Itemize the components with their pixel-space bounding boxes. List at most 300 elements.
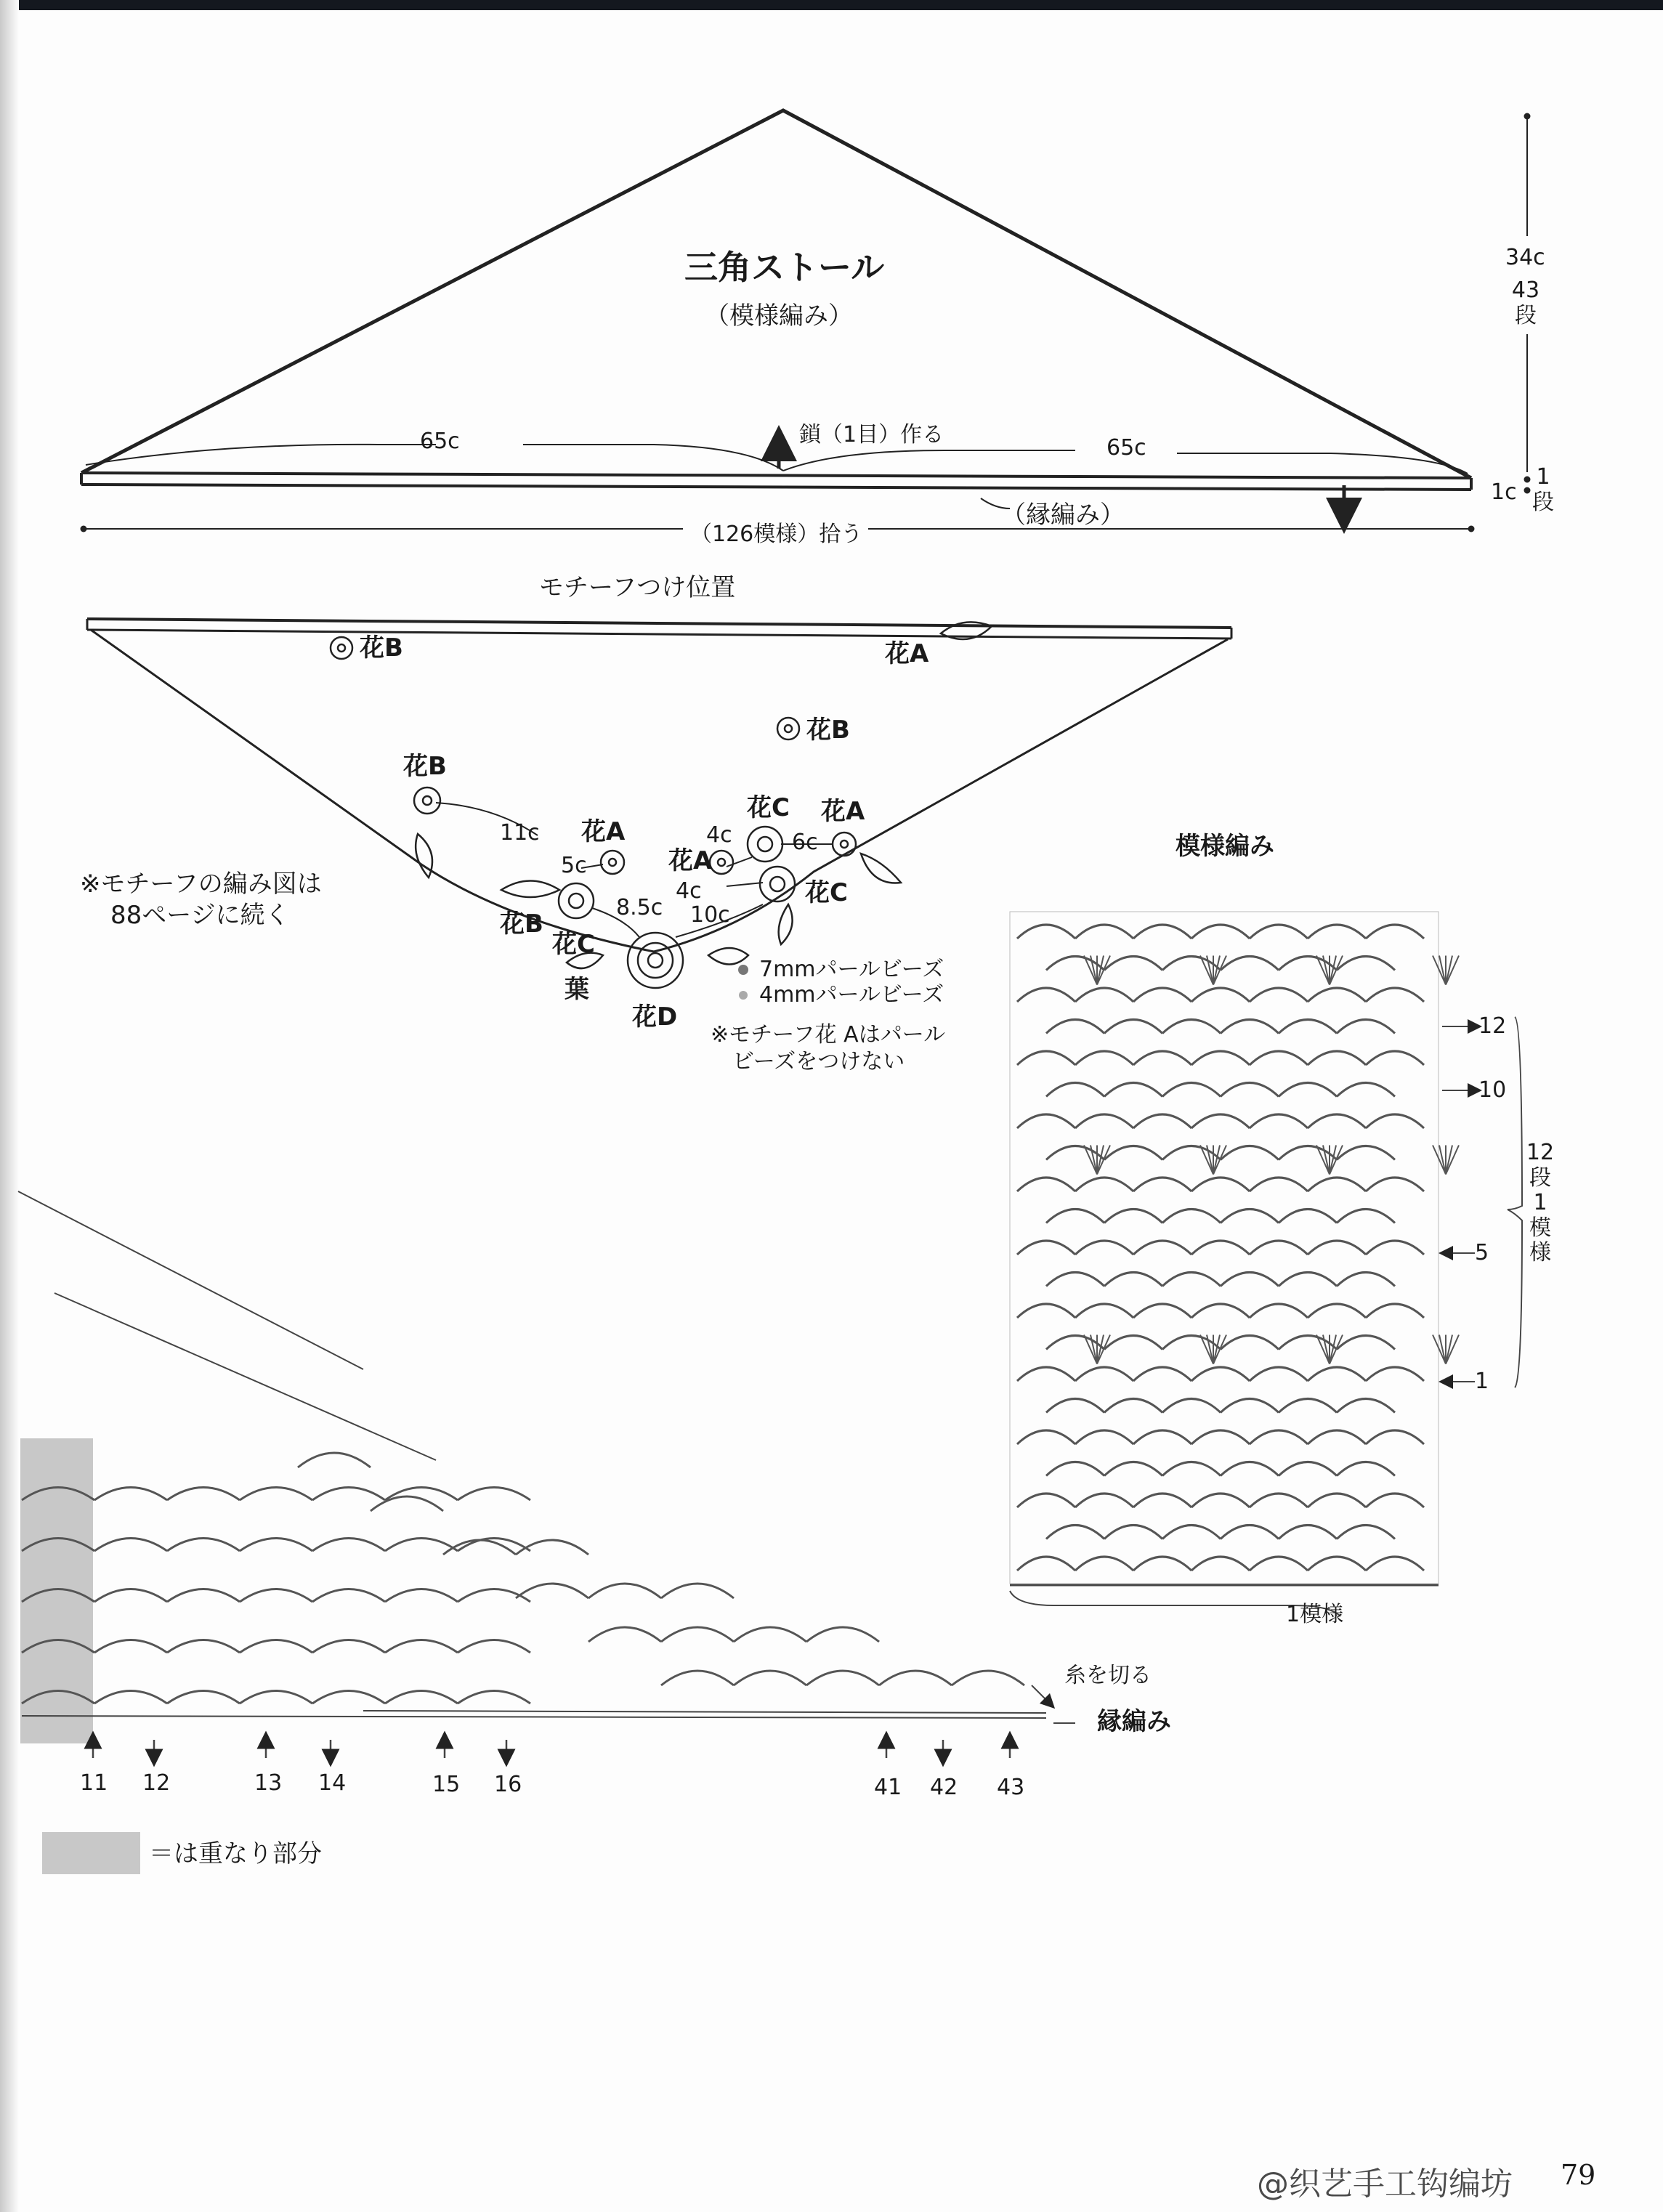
edging-arc [661,1627,734,1642]
chart-note-line2: 88ページに続く [110,901,290,930]
edging-arc [661,1584,734,1598]
stitch-arc [1075,1241,1133,1255]
stitch-arc [1191,988,1250,1002]
fan-stitch [1330,1146,1343,1175]
flower-label: 花A [668,846,713,875]
stitch-arc [1133,1051,1191,1065]
stitch-arc [1191,1430,1250,1444]
fan-stitch [1330,1146,1336,1175]
edging-arc [312,1640,385,1653]
stitch-arc [1279,1273,1337,1287]
edging-arc [952,1671,1024,1685]
edging-arc [734,1627,806,1642]
stitch-arc [1279,1083,1337,1097]
fan-stitch [1097,1146,1104,1175]
edging-chart-arcs [22,1453,1024,1703]
row-number: 14 [318,1770,347,1796]
stitch-arc [1162,1020,1221,1034]
stitch-arc [1337,1526,1395,1539]
stitch-arc [1162,1146,1221,1160]
edging-arc [94,1488,167,1501]
edging-arc [167,1539,240,1552]
row-number: 16 [494,1772,522,1797]
height-rows-number: 43 [1511,277,1540,303]
row-number: 43 [997,1775,1025,1800]
border-line [81,485,1471,490]
stitch-arc [1366,1304,1424,1318]
fan-stitch [1097,956,1110,985]
pickup-label: （126模様）拾う [690,522,863,547]
stitch-arc [1075,1430,1133,1444]
edging-arc [167,1589,240,1603]
fan-stitch [1330,1335,1343,1364]
row-mark: 5 [1475,1240,1489,1265]
fan-stitch [1323,1335,1330,1364]
bead-4mm-dot [739,991,748,1000]
fan-stitch [1433,1335,1446,1364]
height-rows [1511,278,1540,328]
stitch-arc [1221,1399,1279,1413]
fan-stitch [1213,1335,1220,1364]
stitch-arc [1046,1273,1104,1287]
stitch-arc [1075,1051,1133,1065]
triangle-base-line [81,473,1471,478]
stitch-arc [1337,1336,1395,1350]
repeat-count: 1 [1533,1190,1547,1215]
edging-arc [167,1640,240,1653]
stitch-chart-arcs [1017,925,1459,1571]
stitch-arc [1017,988,1075,1002]
stitch-arc [1191,925,1250,939]
legend-swatch [42,1832,140,1874]
distance-label: 6c [792,830,818,855]
fan-stitch [1439,1146,1446,1175]
stitch-arc [1191,1304,1250,1318]
stitch-arc [1250,1430,1308,1444]
edging-label: 縁編み [1097,1707,1171,1736]
stitch-arc [1366,1430,1424,1444]
left-width-label: 65c [420,429,460,454]
stitch-arc [1308,925,1366,939]
flower-label: 花B [403,752,447,781]
stitch-arc [1337,1083,1395,1097]
fan-stitch [1446,1335,1459,1364]
page-number: 79 [1561,2159,1596,2191]
stole-edge-line-1 [18,1191,363,1369]
stitch-arc [1279,1399,1337,1413]
edging-arc [240,1640,312,1653]
row-number: 42 [930,1775,958,1800]
stitch-arc [1046,1083,1104,1097]
stitch-arc [1250,1494,1308,1507]
stitch-arc [1308,1114,1366,1128]
stitch-arc [1221,1083,1279,1097]
stitch-arc [1221,1526,1279,1539]
stitch-arc [1017,1557,1075,1571]
stitch-arc [1308,1367,1366,1381]
stitch-arc [1337,1273,1395,1287]
stitch-arc [1191,1494,1250,1507]
stitch-chart [1010,912,1522,1616]
stitch-arc [1308,1178,1366,1191]
stitch-arc [1046,1146,1104,1160]
edging-arc [240,1488,312,1501]
stitch-arc [1104,1336,1162,1350]
stitch-arc [1133,1178,1191,1191]
stitch-arc [1366,1241,1424,1255]
stitch-arc [1250,1557,1308,1571]
stitch-arc [1133,1241,1191,1255]
stitch-arc [1017,1367,1075,1381]
right-width-label: 65c [1106,435,1146,461]
stitch-arc [1221,1210,1279,1223]
stitch-arc [1366,988,1424,1002]
stitch-arc [1075,1178,1133,1191]
fan-stitch [1446,956,1452,985]
edging-arc [458,1640,530,1653]
fan-stitch [1213,1146,1220,1175]
distance-label: 4c [676,878,702,904]
fan-stitch [1446,956,1459,985]
repeat-word-1: 模 [1529,1215,1551,1241]
edging-arc [94,1640,167,1653]
stitch-arc [1221,1146,1279,1160]
repeat-rows-label [1526,1141,1555,1266]
stitch-arc [1250,1367,1308,1381]
bead-note-line2: ビーズをつけない [732,1049,905,1074]
flower-label: 花B [360,633,403,663]
rows-repeat-brace [1508,1017,1522,1387]
flower-label: 花A [581,817,626,846]
stitch-arc [1075,925,1133,939]
stitch-arc [1133,1430,1191,1444]
row-number: 12 [142,1770,171,1796]
stitch-arc [1075,1304,1133,1318]
stitch-arc [1366,1114,1424,1128]
edging-arc [385,1640,458,1653]
edging-arc [661,1671,734,1685]
stitch-arc [1162,1336,1221,1350]
stitch-arc [1279,1210,1337,1223]
stitch-arc [1221,1273,1279,1287]
start-chain-note: 鎖（1目）作る [799,422,944,447]
distance-label: 8.5c [616,895,663,920]
stitch-arc [1075,1494,1133,1507]
edging-arc [734,1671,806,1685]
right-width-arc [783,450,1075,471]
fan-stitch [1213,1335,1226,1364]
stitch-arc [1250,1241,1308,1255]
stitch-arc [1017,1241,1075,1255]
fan-stitch [1207,956,1213,985]
fan-stitch [1097,956,1104,985]
stitch-arc [1366,1494,1424,1507]
edging-arc [312,1589,385,1603]
stitch-arc [1308,1494,1366,1507]
stitch-arc [1308,1051,1366,1065]
stitch-arc [1162,1399,1221,1413]
stitch-arc [1337,957,1395,971]
stitch-arc [1104,1083,1162,1097]
stitch-arc [1046,1399,1104,1413]
stitch-arc [1075,1557,1133,1571]
bead-4mm-label: 4mmパールビーズ [759,982,944,1008]
repeat-rows-number: 12 [1526,1140,1555,1165]
fan-stitch [1439,956,1446,985]
stitch-arc [1279,1020,1337,1034]
edging-arc [588,1584,661,1598]
stitch-arc [1162,1462,1221,1476]
border-rows-number: 1 [1536,464,1550,490]
repeat-rows-unit: 段 [1529,1164,1551,1191]
edging-chart [18,1191,1075,1758]
stitch-arc [1046,1210,1104,1223]
repeat-word-2: 様 [1529,1240,1551,1265]
fan-stitch [1330,956,1343,985]
motif-placement-diagram [87,619,1231,1004]
stitch-arc [1308,1241,1366,1255]
stitch-arc [1337,1020,1395,1034]
height-rows-unit: 段 [1515,302,1537,328]
legend-label: ＝は重なり部分 [149,1839,322,1868]
fan-stitch [1323,1146,1330,1175]
stitch-arc [1191,1051,1250,1065]
edging-arc [312,1691,385,1704]
bead-note-line1: ※モチーフ花 Aはパール [711,1022,946,1048]
flower-label: 花A [821,797,865,826]
stitch-arc [1366,1557,1424,1571]
stitch-arc [1250,1051,1308,1065]
fan-stitch [1097,1146,1110,1175]
stitch-arc [1221,1336,1279,1350]
leaf-label: 葉 [565,975,589,1004]
stitch-arc [1133,1557,1191,1571]
stitch-arc [1104,1210,1162,1223]
stitch-arc [1017,925,1075,939]
flower-label: 花C [805,878,848,907]
stitch-arc [1337,1146,1395,1160]
fan-stitch [1091,956,1097,985]
edging-arc [806,1627,879,1642]
flower-label: 花A [885,639,929,668]
border-rows-unit: 段 [1532,489,1554,515]
stitch-pattern-title: 模様編み [1176,832,1274,861]
stitch-arc [1250,1304,1308,1318]
fan-stitch [1330,1335,1336,1364]
stitch-arc [1075,1367,1133,1381]
stitch-arc [1104,1146,1162,1160]
bead-7mm-dot [738,965,748,975]
stitch-arc [1104,1273,1162,1287]
stitch-arc [1046,1462,1104,1476]
stitch-arc [1133,1494,1191,1507]
stitch-arc [1279,957,1337,971]
stitch-arc [1017,1304,1075,1318]
stitch-arc [1104,1020,1162,1034]
fan-stitch [1446,1146,1459,1175]
bead-7mm-label: 7mmパールビーズ [759,957,944,982]
fan-stitch [1207,1146,1213,1175]
fan-stitch [1446,1335,1452,1364]
stitch-arc [1162,957,1221,971]
stitch-arc [1133,1304,1191,1318]
distance-label: 4c [706,822,732,848]
stitch-arc [1308,1304,1366,1318]
stitch-arc [1221,1462,1279,1476]
stitch-arc [1221,1020,1279,1034]
stitch-arc [1279,1336,1337,1350]
edging-arc [385,1589,458,1603]
stitch-arc [1250,988,1308,1002]
fan-stitch [1091,1146,1097,1175]
edging-arc [240,1691,312,1704]
stitch-arc [1046,1336,1104,1350]
row-mark: 1 [1475,1369,1489,1394]
stitch-arc [1162,1210,1221,1223]
fan-stitch [1207,1335,1213,1364]
fan-stitch [1433,956,1446,985]
fan-stitch [1091,1335,1097,1364]
stitch-arc [1075,1114,1133,1128]
edging-arc [240,1589,312,1603]
stitch-arc [1162,1083,1221,1097]
edging-arc [94,1589,167,1603]
border-label: （縁編み） [1001,501,1125,530]
stitch-arc [1221,957,1279,971]
flower-label: 花C [552,930,595,959]
edging-arc [298,1453,371,1467]
fan-stitch [1433,1146,1446,1175]
edging-arc [588,1627,661,1642]
chart-note-line1: ※モチーフの編み図は [80,870,322,899]
stitch-arc [1162,1273,1221,1287]
stole-title: 三角ストール [684,248,885,287]
row-number: 41 [874,1775,902,1800]
cut-yarn-label: 糸を切る [1064,1663,1152,1688]
flower-label: 花B [500,909,543,939]
stitch-arc [1337,1462,1395,1476]
fan-stitch [1097,1335,1104,1364]
stitch-arc [1046,957,1104,971]
border-rows [1529,465,1558,515]
left-width-arc [86,445,436,465]
stitch-arc [1191,1241,1250,1255]
distance-label: 11c [500,820,540,846]
border-height-label: 1c [1491,479,1517,505]
edging-arc [458,1539,530,1552]
stitch-arc [1104,1526,1162,1539]
fan-stitch [1323,956,1330,985]
stitch-arc [1104,1399,1162,1413]
repeat-width-label: 1模様 [1286,1602,1344,1627]
stitch-arc [1191,1178,1250,1191]
row-number: 11 [80,1770,108,1796]
stitch-arc [1191,1114,1250,1128]
stitch-arc [1250,925,1308,939]
stitch-arc [1366,925,1424,939]
edging-arc [458,1589,530,1603]
stitch-arc [1366,1051,1424,1065]
fan-stitch [1446,1146,1452,1175]
stitch-arc [1017,1114,1075,1128]
stitch-arc [1017,1430,1075,1444]
stitch-arc [1366,1178,1424,1191]
row-number: 13 [254,1770,283,1796]
edging-arc [385,1691,458,1704]
stole-edge-line-2 [54,1293,436,1460]
fan-stitch [1213,1146,1226,1175]
edging-arc [806,1671,879,1685]
stitch-arc [1133,1114,1191,1128]
fan-stitch [1213,956,1220,985]
stitch-arc [1017,1494,1075,1507]
row-mark: 12 [1478,1013,1507,1039]
stole-subtitle: （模様編み） [705,301,853,331]
edging-arc [458,1691,530,1704]
distance-label: 10c [690,902,730,928]
stitch-arc [1279,1462,1337,1476]
stitch-arc [1104,957,1162,971]
stitch-arc [1250,1178,1308,1191]
edging-arc [167,1691,240,1704]
stitch-arc [1308,1557,1366,1571]
stitch-arc [1250,1114,1308,1128]
row-number: 15 [432,1772,461,1797]
row-mark: 10 [1478,1077,1507,1103]
flower-label: 花D [632,1002,678,1032]
stitch-arc [1366,1367,1424,1381]
fan-stitch [1097,1335,1110,1364]
fan-stitch [1213,956,1226,985]
fan-stitch [1439,1335,1446,1364]
stitch-arc [1017,1051,1075,1065]
edging-arc [516,1584,588,1598]
edging-arc [312,1539,385,1552]
edging-arc [94,1539,167,1552]
stitch-arc [1279,1526,1337,1539]
edging-arc [385,1539,458,1552]
edging-arc [167,1488,240,1501]
fan-stitch [1330,956,1336,985]
stitch-arc [1279,1146,1337,1160]
stitch-arc [1308,1430,1366,1444]
stitch-arc [1104,1462,1162,1476]
height-label: 34c [1505,245,1545,270]
edging-arc [94,1691,167,1704]
edging-base-line [22,1716,1046,1718]
stitch-arc [1017,1178,1075,1191]
edging-arc [240,1539,312,1552]
stitch-arc [1308,988,1366,1002]
stitch-arc [1133,1367,1191,1381]
stitch-arc [1046,1526,1104,1539]
edging-arc [458,1488,530,1501]
flower-label: 花C [747,793,790,822]
stitch-arc [1046,1020,1104,1034]
stitch-arc [1075,988,1133,1002]
stitch-arc [1337,1210,1395,1223]
stitch-arc [1133,925,1191,939]
triangle-outline [81,110,1471,478]
edging-arc [312,1488,385,1501]
distance-label: 5c [561,853,587,878]
watermark: @织艺手工钩编坊 [1257,2166,1513,2203]
edging-arc [879,1671,952,1685]
stitch-arc [1337,1399,1395,1413]
stitch-arc [1133,988,1191,1002]
stitch-arc [1191,1367,1250,1381]
flower-label: 花B [806,716,850,745]
